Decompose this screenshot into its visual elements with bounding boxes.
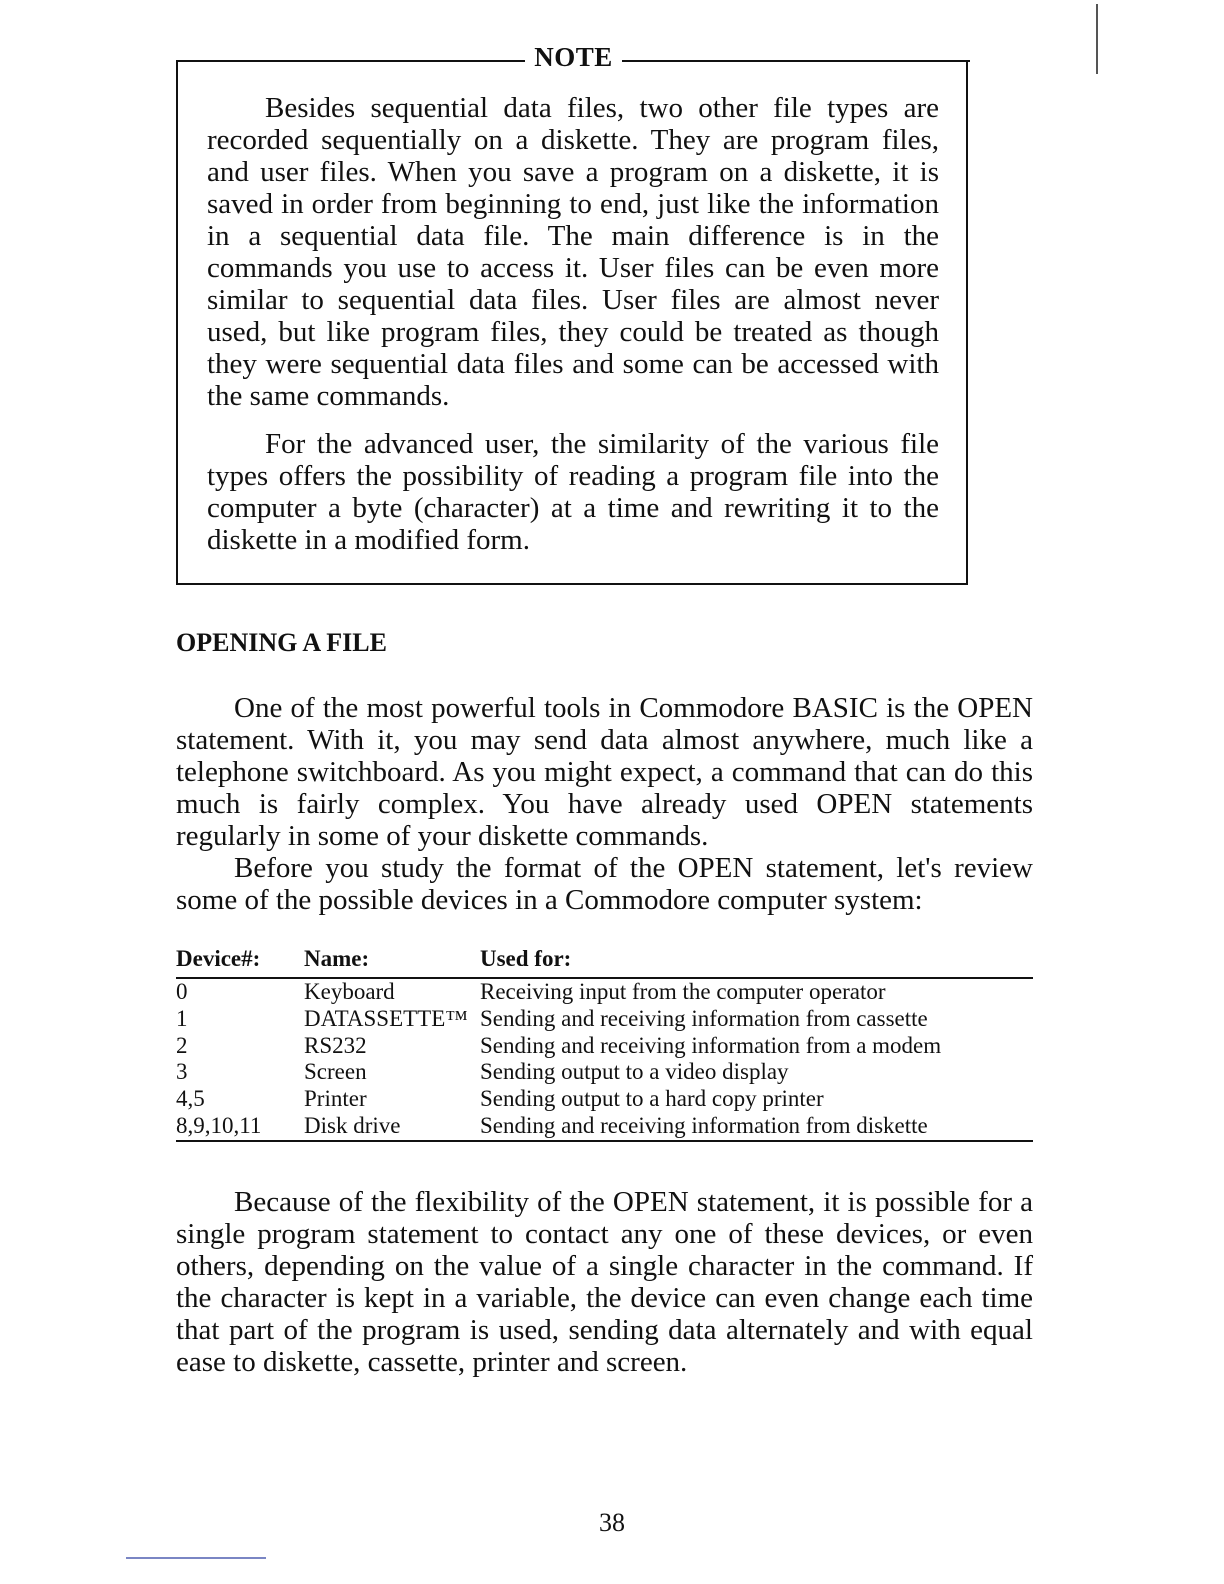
device-number: 1 bbox=[176, 1005, 188, 1031]
device-name: Screen bbox=[304, 1059, 367, 1085]
device-use: Sending output to a hard copy printer bbox=[480, 1086, 824, 1112]
note-body bbox=[207, 92, 939, 572]
device-number: 0 bbox=[176, 979, 188, 1004]
device-name: Printer bbox=[304, 1086, 367, 1112]
section-heading: OPENING A FILE bbox=[176, 628, 387, 657]
header-name: Name: bbox=[304, 946, 480, 978]
body-paragraph: Before you study the format of the OPEN statement, let's review some of the possible devices in a Commodore computer system: bbox=[176, 852, 1033, 916]
device-name: DATASSETTE™ bbox=[304, 1005, 468, 1031]
note-paragraph: Besides sequential data files, two other file types are recorded sequentially on a diskette. They are program files, and user files. When you save a program on a diskette, it is saved in order from beginning to end, just like the information in a sequential data file. The main difference is in the commands you use to access it. User files can be even more similar to sequential data files. User files are almost never used, but like program files, they could be treated as though they were sequential data files and some can be accessed with the same commands. bbox=[207, 92, 939, 412]
device-number: 3 bbox=[176, 1059, 188, 1085]
device-use: Receiving input from the computer operator bbox=[480, 979, 886, 1004]
table-row bbox=[176, 1086, 1033, 1113]
device-table bbox=[176, 946, 1033, 1142]
scan-artifact-line bbox=[126, 1557, 266, 1559]
closing-text bbox=[176, 1186, 1033, 1378]
device-number: 2 bbox=[176, 1032, 188, 1058]
page-number: 38 bbox=[599, 1508, 625, 1537]
device-number: 8,9,10,11 bbox=[176, 1113, 304, 1141]
device-use: Sending and receiving information from cassette bbox=[480, 1005, 928, 1031]
device-number: 4,5 bbox=[176, 1086, 205, 1112]
body-paragraph: One of the most powerful tools in Commodore BASIC is the OPEN statement. With it, you may send data almost anywhere, much like a telephone switchboard. As you might expect, a command that can do this much is fairly complex. You have already used OPEN statements regularly in some of your diskette commands. bbox=[176, 692, 1033, 852]
device-use: Sending output to a video display bbox=[480, 1059, 789, 1085]
header-device: Device#: bbox=[176, 946, 304, 978]
note-paragraph: For the advanced user, the similarity of the various file types offers the possibility of reading a program file into the computer a byte (character) at a time and rewriting it to the diskette in a modified form. bbox=[207, 428, 939, 556]
table-row bbox=[176, 1059, 1033, 1086]
body-paragraph: Because of the flexibility of the OPEN statement, it is possible for a single program statement to contact any one of these devices, or even others, depending on the value of a single character in the command. If the character is kept in a variable, the device can even change each time that part of the program is used, sending data alternately and with equal ease to diskette, cassette, printer and screen. bbox=[176, 1186, 1033, 1378]
table-header-row bbox=[176, 946, 1033, 978]
device-name: Disk drive bbox=[304, 1113, 480, 1141]
device-name: Keyboard bbox=[304, 979, 395, 1004]
table-row bbox=[176, 1033, 1033, 1060]
device-use: Sending and receiving information from diskette bbox=[480, 1113, 1033, 1141]
table-row bbox=[176, 1006, 1033, 1033]
table-row bbox=[176, 1113, 1033, 1141]
note-title: NOTE bbox=[534, 42, 613, 72]
intro-text bbox=[176, 692, 1033, 916]
header-used-for: Used for: bbox=[480, 946, 1033, 978]
table-row bbox=[176, 978, 1033, 1006]
device-use: Sending and receiving information from a modem bbox=[480, 1032, 942, 1058]
device-name: RS232 bbox=[304, 1032, 367, 1058]
scan-artifact-line bbox=[1096, 4, 1098, 74]
